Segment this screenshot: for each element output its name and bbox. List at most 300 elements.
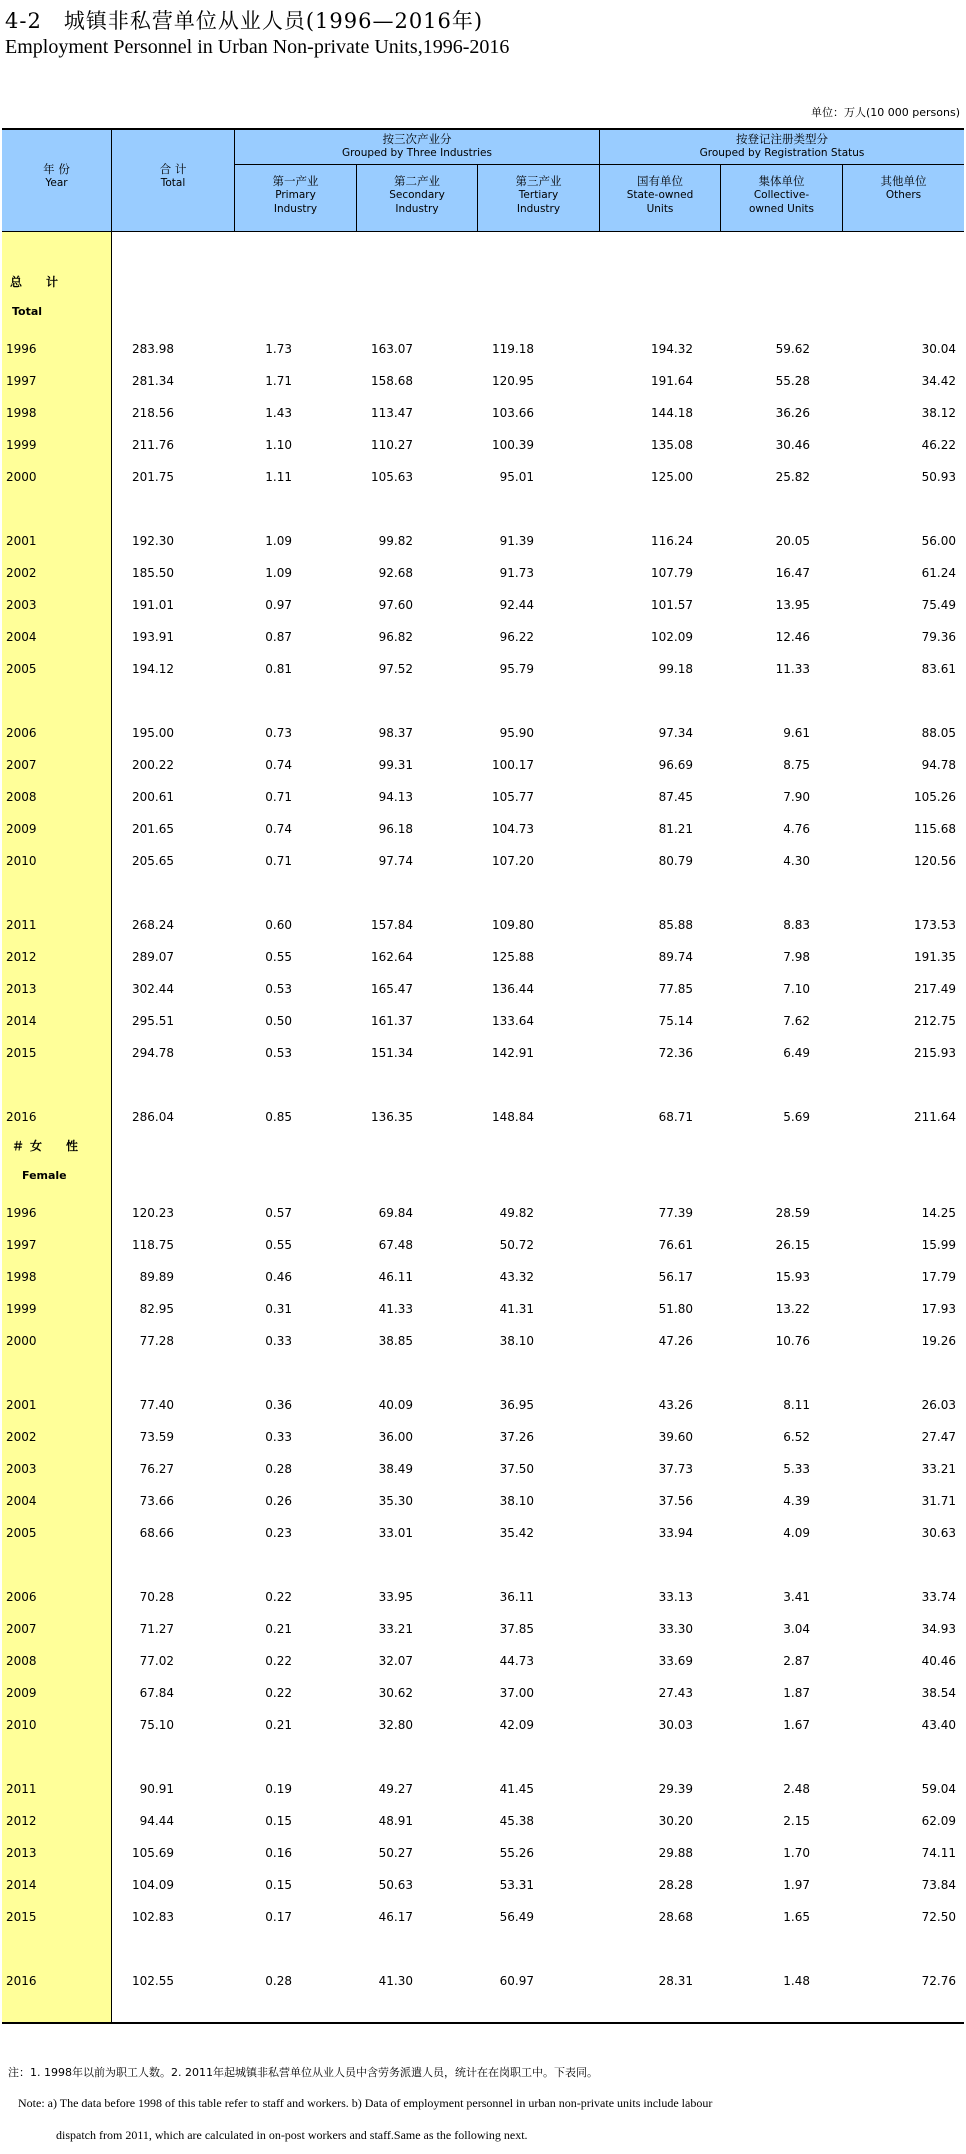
table-row [2, 822, 964, 838]
cell-tertiary: 109.80 [492, 918, 534, 932]
table-row [2, 1270, 964, 1286]
cell-total: 193.91 [132, 630, 174, 644]
table-row [2, 566, 964, 582]
table-row [2, 1334, 964, 1350]
year-column-band [2, 232, 111, 2024]
note-en-line2: dispatch from 2011, which are calculated in on-post workers and staff.Same as the following next. [56, 2128, 528, 2142]
cell-others: 105.26 [914, 790, 956, 804]
cell-primary: 0.73 [265, 726, 292, 740]
cell-others: 31.71 [921, 1494, 956, 1508]
cell-state-owned: 33.69 [658, 1654, 693, 1668]
cell-total: 70.28 [139, 1590, 174, 1604]
cell-secondary: 69.84 [378, 1206, 413, 1220]
cell-others: 173.53 [914, 918, 956, 932]
cell-state-owned: 33.94 [658, 1526, 693, 1540]
data-table [2, 128, 964, 2024]
cell-total: 283.98 [132, 342, 174, 356]
cell-year: 2012 [6, 950, 37, 964]
header-primary: 第一产业 Primary Industry [272, 174, 319, 215]
cell-primary: 0.19 [265, 1782, 292, 1796]
cell-tertiary: 95.90 [499, 726, 534, 740]
cell-total: 104.09 [132, 1878, 174, 1892]
cell-collective: 30.46 [775, 438, 810, 452]
cell-state-owned: 47.26 [658, 1334, 693, 1348]
cell-primary: 0.15 [265, 1814, 292, 1828]
table-row [2, 1494, 964, 1510]
cell-tertiary: 95.79 [499, 662, 534, 676]
cell-tertiary: 38.10 [499, 1494, 534, 1508]
cell-state-owned: 97.34 [658, 726, 693, 740]
cell-collective: 11.33 [775, 662, 810, 676]
cell-state-owned: 28.68 [658, 1910, 693, 1924]
cell-total: 201.75 [132, 470, 174, 484]
cell-secondary: 110.27 [371, 438, 413, 452]
cell-tertiary: 37.85 [499, 1622, 534, 1636]
cell-secondary: 33.01 [378, 1526, 413, 1540]
cell-year: 2015 [6, 1046, 37, 1060]
cell-year: 2016 [6, 1974, 37, 1988]
header-year: 年 份 Year [43, 162, 70, 189]
header-secondary: 第二产业 Secondary Industry [389, 174, 445, 215]
cell-total: 89.89 [139, 1270, 174, 1284]
cell-tertiary: 56.49 [499, 1910, 534, 1924]
cell-state-owned: 191.64 [651, 374, 693, 388]
table-row [2, 1878, 964, 1894]
cell-tertiary: 91.73 [499, 566, 534, 580]
cell-state-owned: 27.43 [658, 1686, 693, 1700]
cell-others: 46.22 [921, 438, 956, 452]
cell-others: 94.78 [921, 758, 956, 772]
cell-primary: 0.26 [265, 1494, 292, 1508]
cell-collective: 2.87 [783, 1654, 810, 1668]
cell-tertiary: 105.77 [492, 790, 534, 804]
cell-secondary: 97.60 [378, 598, 413, 612]
cell-state-owned: 39.60 [658, 1430, 693, 1444]
cell-primary: 0.28 [265, 1462, 292, 1476]
cell-secondary: 99.31 [378, 758, 413, 772]
cell-tertiary: 91.39 [499, 534, 534, 548]
cell-total: 289.07 [132, 950, 174, 964]
cell-primary: 0.22 [265, 1590, 292, 1604]
cell-tertiary: 45.38 [499, 1814, 534, 1828]
cell-state-owned: 89.74 [658, 950, 693, 964]
table-row [2, 470, 964, 486]
cell-total: 218.56 [132, 406, 174, 420]
cell-year: 2011 [6, 1782, 37, 1796]
cell-secondary: 94.13 [378, 790, 413, 804]
cell-collective: 1.70 [783, 1846, 810, 1860]
cell-year: 2001 [6, 534, 37, 548]
cell-others: 34.42 [921, 374, 956, 388]
cell-primary: 0.31 [265, 1302, 292, 1316]
cell-year: 2013 [6, 982, 37, 996]
cell-tertiary: 125.88 [492, 950, 534, 964]
cell-total: 294.78 [132, 1046, 174, 1060]
cell-primary: 0.53 [265, 1046, 292, 1060]
cell-secondary: 49.27 [378, 1782, 413, 1796]
cell-year: 2014 [6, 1014, 37, 1028]
cell-total: 82.95 [139, 1302, 174, 1316]
cell-others: 34.93 [921, 1622, 956, 1636]
cell-state-owned: 96.69 [658, 758, 693, 772]
cell-collective: 4.30 [783, 854, 810, 868]
cell-state-owned: 80.79 [658, 854, 693, 868]
cell-year: 2003 [6, 598, 37, 612]
cell-primary: 0.50 [265, 1014, 292, 1028]
header-state-owned: 国有单位 State-owned Units [626, 174, 694, 215]
cell-primary: 0.74 [265, 822, 292, 836]
cell-year: 2008 [6, 790, 37, 804]
table-row [2, 854, 964, 870]
cell-primary: 0.97 [265, 598, 292, 612]
cell-primary: 0.60 [265, 918, 292, 932]
cell-year: 2016 [6, 1110, 37, 1124]
cell-collective: 13.95 [775, 598, 810, 612]
cell-primary: 0.33 [265, 1430, 292, 1444]
cell-others: 72.50 [921, 1910, 956, 1924]
cell-collective: 1.48 [783, 1974, 810, 1988]
cell-others: 115.68 [914, 822, 956, 836]
cell-others: 14.25 [921, 1206, 956, 1220]
cell-total: 77.02 [139, 1654, 174, 1668]
section-label-total-en: Total [12, 305, 43, 318]
table-row [2, 726, 964, 742]
cell-tertiary: 95.01 [499, 470, 534, 484]
cell-secondary: 158.68 [371, 374, 413, 388]
table-row [2, 1110, 964, 1126]
table-row [2, 982, 964, 998]
cell-primary: 0.57 [265, 1206, 292, 1220]
cell-collective: 15.93 [775, 1270, 810, 1284]
cell-total: 68.66 [139, 1526, 174, 1540]
cell-primary: 0.21 [265, 1718, 292, 1732]
cell-primary: 1.09 [265, 566, 292, 580]
cell-total: 191.01 [132, 598, 174, 612]
cell-others: 17.93 [921, 1302, 956, 1316]
table-row [2, 1782, 964, 1798]
table-row [2, 342, 964, 358]
cell-primary: 0.71 [265, 790, 292, 804]
cell-primary: 0.22 [265, 1654, 292, 1668]
cell-total: 286.04 [132, 1110, 174, 1124]
cell-tertiary: 100.17 [492, 758, 534, 772]
cell-primary: 0.22 [265, 1686, 292, 1700]
cell-state-owned: 87.45 [658, 790, 693, 804]
cell-others: 61.24 [921, 566, 956, 580]
cell-others: 83.61 [921, 662, 956, 676]
cell-year: 2005 [6, 662, 37, 676]
cell-total: 201.65 [132, 822, 174, 836]
cell-secondary: 98.37 [378, 726, 413, 740]
cell-year: 2015 [6, 1910, 37, 1924]
cell-secondary: 38.85 [378, 1334, 413, 1348]
unit-label: 单位：万人(10 000 persons) [810, 106, 960, 119]
cell-tertiary: 50.72 [499, 1238, 534, 1252]
cell-total: 102.55 [132, 1974, 174, 1988]
cell-year: 1996 [6, 342, 37, 356]
note-en-line1: Note: a) The data before 1998 of this table refer to staff and workers. b) Data of employment personnel in urban non-private units include labour [18, 2096, 713, 2110]
table-row [2, 1654, 964, 1670]
cell-others: 217.49 [914, 982, 956, 996]
cell-total: 77.40 [139, 1398, 174, 1412]
cell-primary: 0.23 [265, 1526, 292, 1540]
cell-collective: 6.49 [783, 1046, 810, 1060]
cell-secondary: 46.11 [378, 1270, 413, 1284]
cell-year: 1999 [6, 438, 37, 452]
cell-state-owned: 99.18 [658, 662, 693, 676]
cell-year: 2002 [6, 566, 37, 580]
table-row [2, 534, 964, 550]
table-row [2, 1718, 964, 1734]
cell-total: 200.61 [132, 790, 174, 804]
cell-state-owned: 107.79 [651, 566, 693, 580]
cell-collective: 25.82 [775, 470, 810, 484]
cell-state-owned: 125.00 [651, 470, 693, 484]
cell-primary: 0.33 [265, 1334, 292, 1348]
table-bottom-rule [2, 2022, 964, 2024]
cell-secondary: 136.35 [371, 1110, 413, 1124]
cell-tertiary: 37.00 [499, 1686, 534, 1700]
cell-collective: 7.98 [783, 950, 810, 964]
cell-collective: 26.15 [775, 1238, 810, 1252]
cell-state-owned: 29.88 [658, 1846, 693, 1860]
cell-secondary: 163.07 [371, 342, 413, 356]
cell-state-owned: 102.09 [651, 630, 693, 644]
cell-total: 192.30 [132, 534, 174, 548]
cell-primary: 1.09 [265, 534, 292, 548]
cell-year: 2007 [6, 1622, 37, 1636]
cell-primary: 1.43 [265, 406, 292, 420]
cell-collective: 55.28 [775, 374, 810, 388]
cell-collective: 8.75 [783, 758, 810, 772]
cell-year: 1997 [6, 374, 37, 388]
cell-others: 75.49 [921, 598, 956, 612]
cell-others: 88.05 [921, 726, 956, 740]
header-tertiary: 第三产业 Tertiary Industry [515, 174, 562, 215]
cell-others: 40.46 [921, 1654, 956, 1668]
cell-total: 73.66 [139, 1494, 174, 1508]
cell-others: 62.09 [921, 1814, 956, 1828]
header-collective: 集体单位 Collective- owned Units [749, 174, 814, 215]
table-row [2, 1014, 964, 1030]
cell-others: 19.26 [921, 1334, 956, 1348]
header-group-industries: 按三次产业分 Grouped by Three Industries [342, 132, 492, 159]
cell-total: 73.59 [139, 1430, 174, 1444]
cell-state-owned: 28.28 [658, 1878, 693, 1892]
cell-others: 215.93 [914, 1046, 956, 1060]
cell-others: 43.40 [921, 1718, 956, 1732]
cell-total: 205.65 [132, 854, 174, 868]
table-row [2, 758, 964, 774]
cell-year: 1998 [6, 406, 37, 420]
cell-secondary: 48.91 [378, 1814, 413, 1828]
cell-collective: 2.15 [783, 1814, 810, 1828]
cell-collective: 3.41 [783, 1590, 810, 1604]
cell-state-owned: 29.39 [658, 1782, 693, 1796]
cell-collective: 3.04 [783, 1622, 810, 1636]
cell-secondary: 30.62 [378, 1686, 413, 1700]
cell-secondary: 32.80 [378, 1718, 413, 1732]
cell-primary: 0.74 [265, 758, 292, 772]
cell-tertiary: 119.18 [492, 342, 534, 356]
cell-state-owned: 77.85 [658, 982, 693, 996]
page-title-cn: 4-2 城镇非私营单位从业人员(1996—2016年) [5, 9, 484, 33]
table-row [2, 1686, 964, 1702]
cell-total: 281.34 [132, 374, 174, 388]
table-row [2, 1238, 964, 1254]
cell-tertiary: 41.45 [499, 1782, 534, 1796]
cell-secondary: 157.84 [371, 918, 413, 932]
cell-others: 15.99 [921, 1238, 956, 1252]
cell-primary: 1.11 [265, 470, 292, 484]
cell-secondary: 161.37 [371, 1014, 413, 1028]
cell-secondary: 96.82 [378, 630, 413, 644]
cell-others: 212.75 [914, 1014, 956, 1028]
cell-tertiary: 100.39 [492, 438, 534, 452]
cell-collective: 4.76 [783, 822, 810, 836]
cell-others: 30.04 [921, 342, 956, 356]
section-label-female-en: Female [22, 1169, 67, 1182]
cell-year: 2010 [6, 854, 37, 868]
cell-secondary: 38.49 [378, 1462, 413, 1476]
cell-total: 268.24 [132, 918, 174, 932]
cell-total: 295.51 [132, 1014, 174, 1028]
cell-year: 2012 [6, 1814, 37, 1828]
table-row [2, 1622, 964, 1638]
cell-total: 94.44 [139, 1814, 174, 1828]
table-row [2, 950, 964, 966]
cell-collective: 1.97 [783, 1878, 810, 1892]
cell-state-owned: 76.61 [658, 1238, 693, 1252]
cell-secondary: 41.30 [378, 1974, 413, 1988]
cell-state-owned: 43.26 [658, 1398, 693, 1412]
cell-year: 2009 [6, 1686, 37, 1700]
cell-total: 200.22 [132, 758, 174, 772]
cell-tertiary: 104.73 [492, 822, 534, 836]
cell-collective: 1.67 [783, 1718, 810, 1732]
table-row [2, 1526, 964, 1542]
cell-year: 2001 [6, 1398, 37, 1412]
cell-secondary: 32.07 [378, 1654, 413, 1668]
cell-primary: 0.81 [265, 662, 292, 676]
cell-secondary: 33.21 [378, 1622, 413, 1636]
cell-primary: 0.17 [265, 1910, 292, 1924]
cell-state-owned: 135.08 [651, 438, 693, 452]
cell-collective: 7.90 [783, 790, 810, 804]
cell-total: 194.12 [132, 662, 174, 676]
cell-others: 191.35 [914, 950, 956, 964]
cell-total: 102.83 [132, 1910, 174, 1924]
cell-tertiary: 142.91 [492, 1046, 534, 1060]
cell-state-owned: 30.03 [658, 1718, 693, 1732]
cell-secondary: 41.33 [378, 1302, 413, 1316]
cell-collective: 8.11 [783, 1398, 810, 1412]
cell-state-owned: 116.24 [651, 534, 693, 548]
table-row [2, 1910, 964, 1926]
cell-state-owned: 33.30 [658, 1622, 693, 1636]
table-row [2, 1590, 964, 1606]
table-row [2, 662, 964, 678]
cell-secondary: 97.74 [378, 854, 413, 868]
cell-collective: 1.65 [783, 1910, 810, 1924]
cell-secondary: 40.09 [378, 1398, 413, 1412]
table-row [2, 1302, 964, 1318]
cell-year: 2002 [6, 1430, 37, 1444]
cell-year: 2006 [6, 726, 37, 740]
cell-others: 30.63 [921, 1526, 956, 1540]
cell-primary: 1.10 [265, 438, 292, 452]
cell-collective: 6.52 [783, 1430, 810, 1444]
section-label-female-cn: ＃女 性 [12, 1139, 85, 1153]
table-row [2, 630, 964, 646]
table-row [2, 1398, 964, 1414]
cell-collective: 4.09 [783, 1526, 810, 1540]
cell-year: 2000 [6, 470, 37, 484]
cell-secondary: 50.27 [378, 1846, 413, 1860]
cell-secondary: 113.47 [371, 406, 413, 420]
cell-state-owned: 37.56 [658, 1494, 693, 1508]
cell-secondary: 92.68 [378, 566, 413, 580]
cell-collective: 20.05 [775, 534, 810, 548]
table-row [2, 1206, 964, 1222]
cell-tertiary: 103.66 [492, 406, 534, 420]
cell-state-owned: 33.13 [658, 1590, 693, 1604]
cell-year: 2005 [6, 1526, 37, 1540]
section-label-total-cn: 总 计 [10, 275, 65, 289]
cell-primary: 1.71 [265, 374, 292, 388]
table-row [2, 1046, 964, 1062]
table-row [2, 1462, 964, 1478]
cell-primary: 0.71 [265, 854, 292, 868]
cell-others: 74.11 [921, 1846, 956, 1860]
cell-primary: 0.53 [265, 982, 292, 996]
cell-primary: 0.16 [265, 1846, 292, 1860]
cell-others: 56.00 [921, 534, 956, 548]
cell-tertiary: 41.31 [499, 1302, 534, 1316]
cell-tertiary: 136.44 [492, 982, 534, 996]
cell-others: 27.47 [921, 1430, 956, 1444]
cell-primary: 0.87 [265, 630, 292, 644]
page-title-en: Employment Personnel in Urban Non-private Units,1996-2016 [5, 36, 510, 58]
cell-collective: 5.69 [783, 1110, 810, 1124]
cell-collective: 7.10 [783, 982, 810, 996]
table-row [2, 918, 964, 934]
cell-year: 2006 [6, 1590, 37, 1604]
cell-others: 38.12 [921, 406, 956, 420]
cell-total: 302.44 [132, 982, 174, 996]
cell-total: 118.75 [132, 1238, 174, 1252]
cell-year: 2004 [6, 1494, 37, 1508]
cell-year: 1997 [6, 1238, 37, 1252]
header-group-registration: 按登记注册类型分 Grouped by Registration Status [699, 132, 865, 159]
cell-primary: 0.21 [265, 1622, 292, 1636]
cell-total: 90.91 [139, 1782, 174, 1796]
cell-collective: 4.39 [783, 1494, 810, 1508]
cell-secondary: 105.63 [371, 470, 413, 484]
cell-collective: 36.26 [775, 406, 810, 420]
cell-others: 79.36 [921, 630, 956, 644]
table-row [2, 1846, 964, 1862]
cell-tertiary: 43.32 [499, 1270, 534, 1284]
cell-secondary: 35.30 [378, 1494, 413, 1508]
cell-year: 2008 [6, 1654, 37, 1668]
cell-others: 50.93 [921, 470, 956, 484]
cell-others: 33.74 [921, 1590, 956, 1604]
cell-tertiary: 35.42 [499, 1526, 534, 1540]
cell-tertiary: 60.97 [499, 1974, 534, 1988]
cell-tertiary: 42.09 [499, 1718, 534, 1732]
cell-primary: 0.15 [265, 1878, 292, 1892]
